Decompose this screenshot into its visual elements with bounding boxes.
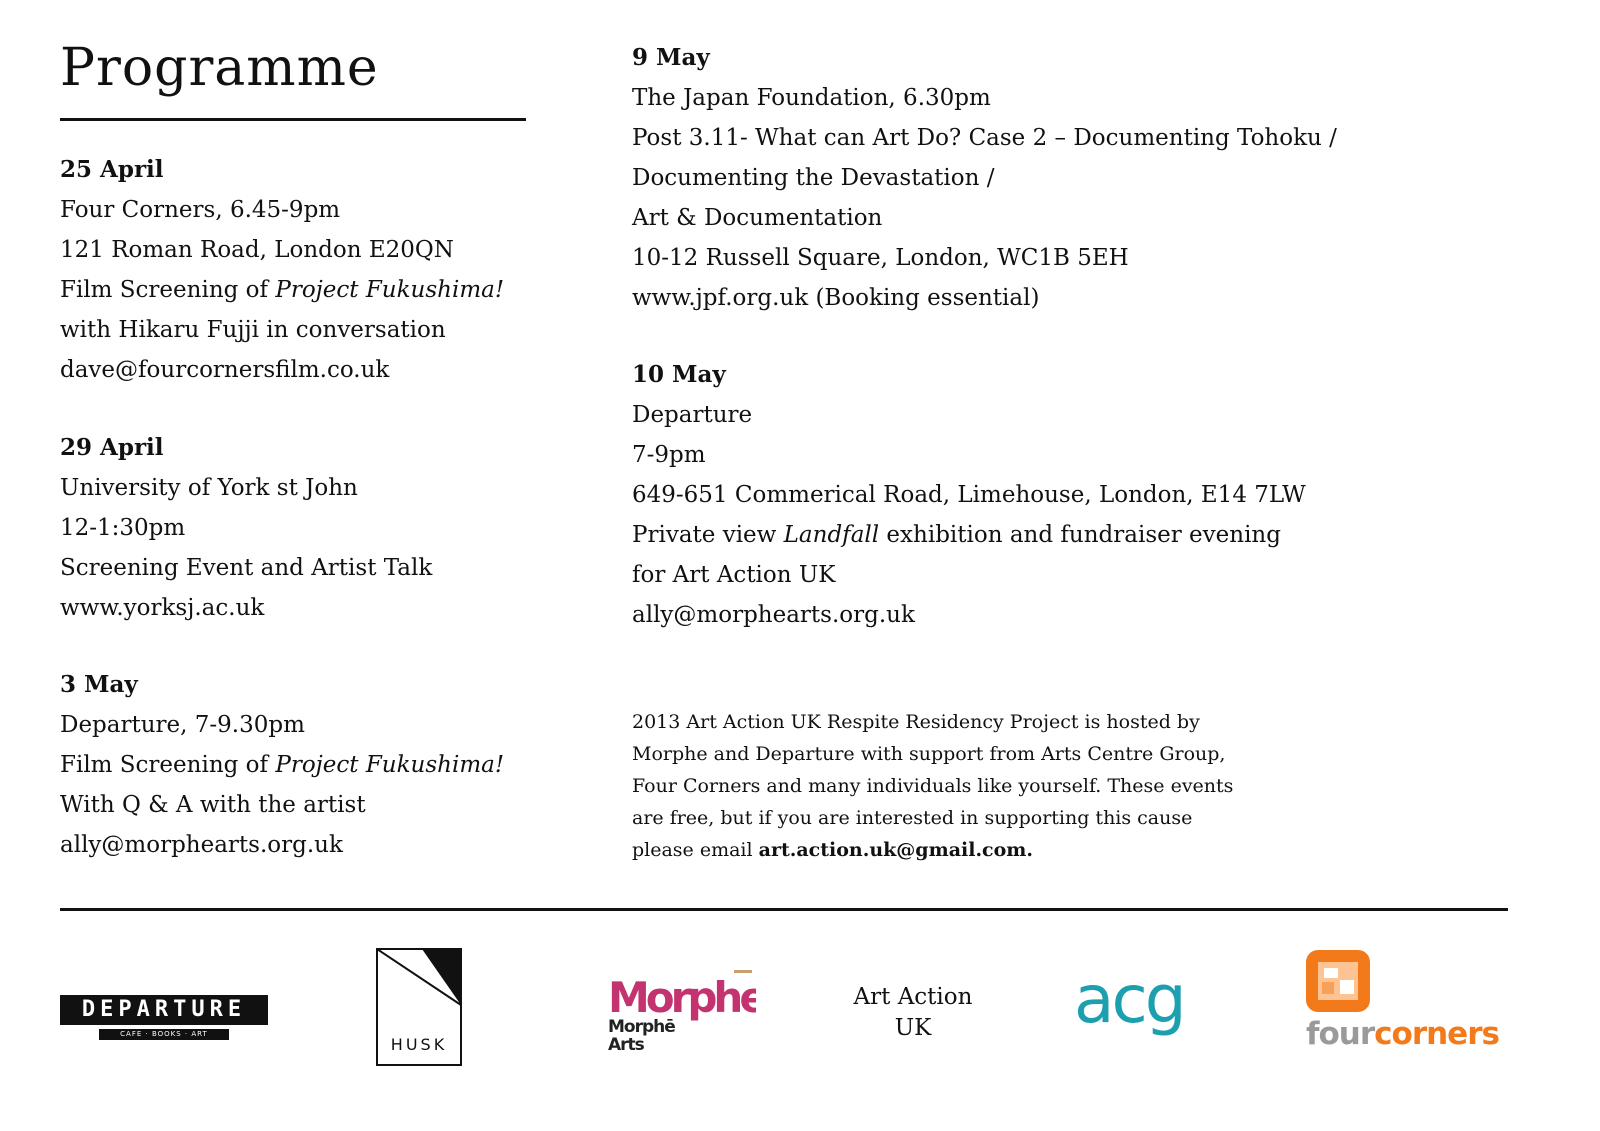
work-title: Landfall: [783, 522, 880, 548]
event-detail: ally@morphearts.org.uk: [60, 832, 343, 858]
event-date: 29 April: [60, 434, 164, 461]
page-title: Programme: [60, 38, 379, 98]
event-detail: Departure: [632, 402, 753, 428]
detail-text: Film Screening of: [60, 752, 276, 778]
note-prefix: please email: [632, 839, 759, 861]
departure-tagline: CAFE · BOOKS · ART: [99, 1029, 229, 1040]
event-date: 10 May: [632, 361, 726, 388]
footer-divider: [60, 908, 1508, 911]
event-10-may: [632, 355, 1332, 635]
event-detail: www.jpf.org.uk (Booking essential): [632, 285, 1040, 311]
detail-text: Film Screening of: [60, 277, 276, 303]
contact-email-link[interactable]: art.action.uk@gmail.com.: [758, 839, 1034, 861]
work-title: Project Fukushima!: [275, 752, 505, 778]
event-date: 3 May: [60, 671, 138, 698]
art-action-uk-logo: [840, 982, 986, 1044]
event-detail: Screening Event and Artist Talk: [60, 555, 433, 581]
event-detail: ally@morphearts.org.uk: [632, 602, 915, 628]
event-9-may: [632, 38, 1337, 318]
event-detail: The Japan Foundation, 6.30pm: [632, 85, 991, 111]
art-action-line2: UK: [894, 1015, 932, 1041]
fourcorners-logo: [1302, 950, 1502, 1060]
event-detail: with Hikaru Fujji in conversation: [60, 317, 446, 343]
event-detail: University of York st John: [60, 475, 358, 501]
note-line: Four Corners and many individuals like yourself. These events: [632, 775, 1234, 797]
acg-logo: [1072, 960, 1200, 1056]
event-detail: Four Corners, 6.45-9pm: [60, 197, 341, 223]
event-detail: www.yorksj.ac.uk: [60, 595, 265, 621]
fourcorners-wordmark: [1306, 1016, 1499, 1052]
fourcorners-corners: corners: [1374, 1016, 1499, 1052]
morphe-arts-label: [608, 1018, 675, 1054]
morphe-sub-arts: Arts: [608, 1035, 644, 1055]
morphe-wordmark-icon: [606, 968, 756, 1024]
fourcorners-four: four: [1306, 1016, 1375, 1052]
title-divider: [60, 118, 526, 121]
event-date: 25 April: [60, 156, 164, 183]
note-line: [632, 834, 1312, 866]
note-line: are free, but if you are interested in supporting this cause: [632, 807, 1193, 829]
event-detail: 10-12 Russell Square, London, WC1B 5EH: [632, 245, 1129, 271]
art-action-line1: Art Action: [853, 984, 973, 1010]
event-detail: dave@fourcornersfilm.co.uk: [60, 357, 390, 383]
husk-wordmark: HUSK: [390, 1035, 448, 1054]
event-date: 9 May: [632, 44, 710, 71]
event-detail: for Art Action UK: [632, 562, 836, 588]
departure-wordmark: DEPARTURE: [60, 995, 268, 1025]
event-detail: 7-9pm: [632, 442, 706, 468]
event-detail: 121 Roman Road, London E20QN: [60, 237, 454, 263]
husk-logo: [376, 948, 462, 1066]
fourcorners-mark-icon: [1306, 950, 1376, 1016]
event-detail: Documenting the Devastation /: [632, 165, 995, 191]
acg-wordmark-icon: [1072, 960, 1200, 1056]
morphe-wordmark: Morphe: [608, 973, 756, 1022]
work-title: Project Fukushima!: [275, 277, 505, 303]
morphe-logo: [606, 968, 756, 1060]
detail-text: Private view: [632, 522, 784, 548]
event-detail: [632, 515, 1332, 555]
note-line: Morphe and Departure with support from Arts Centre Group,: [632, 743, 1226, 765]
event-detail: Art & Documentation: [632, 205, 883, 231]
departure-logo: [60, 995, 268, 1040]
event-detail: 649-651 Commerical Road, Limehouse, London, E14 7LW: [632, 482, 1306, 508]
detail-text: exhibition and fundraiser evening: [879, 522, 1281, 548]
event-detail: Departure, 7-9.30pm: [60, 712, 305, 738]
event-detail: 12-1:30pm: [60, 515, 186, 541]
event-detail: With Q & A with the artist: [60, 792, 366, 818]
support-note: [632, 706, 1312, 866]
acg-wordmark: acg: [1074, 961, 1184, 1038]
event-detail: Post 3.11- What can Art Do? Case 2 – Documenting Tohoku /: [632, 125, 1337, 151]
note-line: 2013 Art Action UK Respite Residency Project is hosted by: [632, 711, 1200, 733]
morphe-sub-name: Morphē: [608, 1017, 675, 1037]
